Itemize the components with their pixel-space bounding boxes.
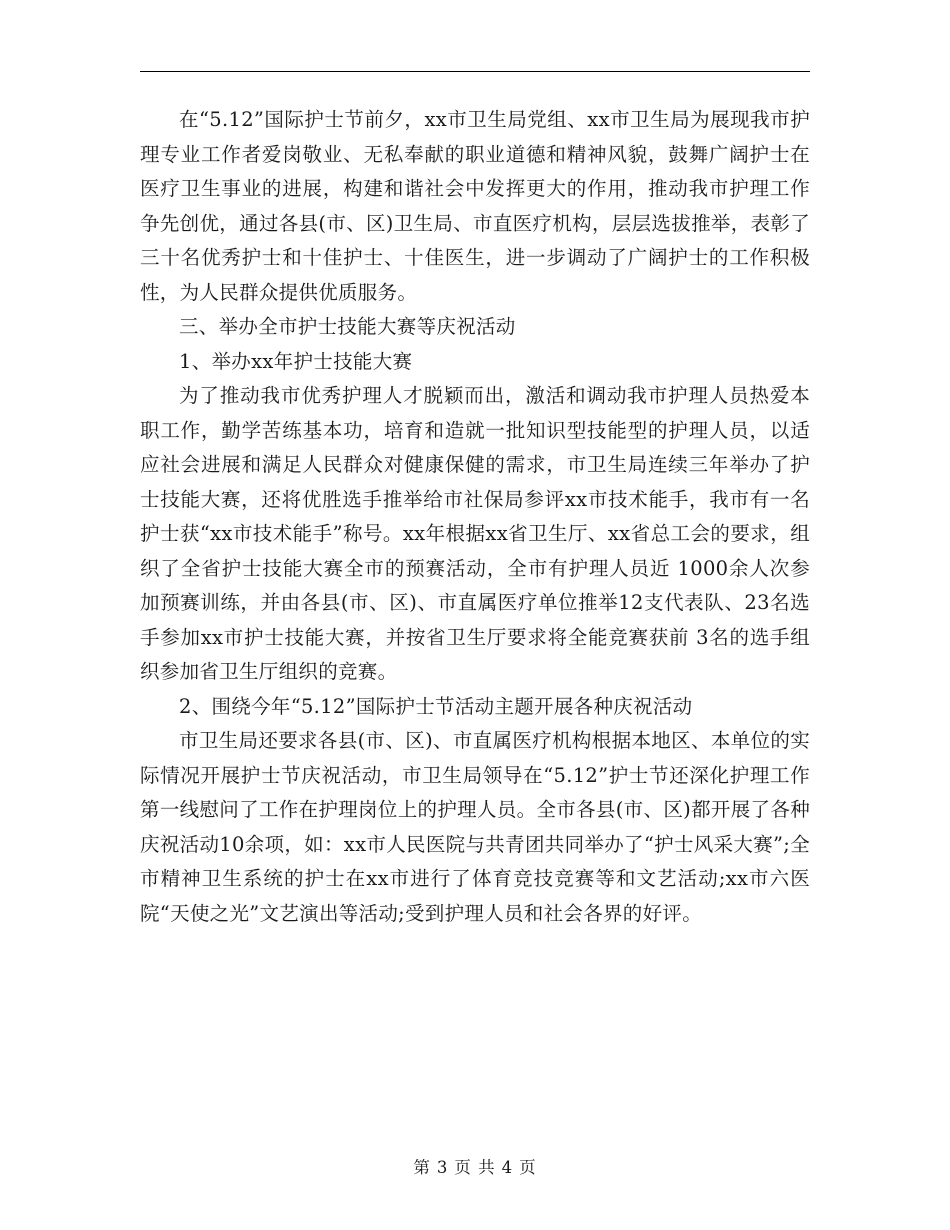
footer-mid: 页 共 <box>454 1158 496 1177</box>
subheading-1: 1、举办xx年护士技能大赛 <box>179 349 413 373</box>
page-total: 4 <box>501 1158 514 1177</box>
page-number: 3 <box>436 1158 449 1177</box>
page-footer <box>0 1154 950 1178</box>
section-heading-3: 三、举办全市护士技能大赛等庆祝活动 <box>179 315 516 338</box>
document-body <box>140 103 810 931</box>
footer-suffix: 页 <box>519 1158 537 1177</box>
subheading-2: 2、围绕今年“5.12”国际护士节活动主题开展各种庆祝活动 <box>179 694 693 718</box>
header-rule <box>140 71 810 72</box>
paragraph-skills-contest: 为了推动我市优秀护理人才脱颖而出，激活和调动我市护理人员热爱本职工作，勤学苦练基本功，培育和造就一批知识型技能型的护理人员，以适应社会进展和满足人民群众对健康保健的需求，市卫生局连续三年举办了护士技能大赛，还将优胜选手推举给市社保局参评xx市技术能手，我市有一名护士获“xx市技术能手”称号。xx年根据xx省卫生厅、xx省总工会的要求，组织了全省护士技能大赛全市的预赛活动，全市有护理人员近 1000余人次参加预赛训练，并由各县(市、区)、市直属医疗单位推举12支代表队、23名选手参加xx市护士技能大赛，并按省卫生厅要求将全能竞赛获前 3名的选手组织参加省卫生厅组织的竞赛。 <box>140 384 810 683</box>
paragraph-intro: 在“5.12”国际护士节前夕，xx市卫生局党组、xx市卫生局为展现我市护理专业工作者爱岗敬业、无私奉献的职业道德和精神风貌，鼓舞广阔护士在医疗卫生事业的进展，构建和谐社会中发挥更大的作用，推动我市护理工作争先创优，通过各县(市、区)卫生局、市直医疗机构，层层选拔推举，表彰了三十名优秀护士和十佳护士、十佳医生，进一步调动了广阔护士的工作积极性，为人民群众提供优质服务。 <box>140 108 810 304</box>
paragraph-celebrations: 市卫生局还要求各县(市、区)、市直属医疗机构根据本地区、本单位的实际情况开展护士节庆祝活动，市卫生局领导在“5.12”护士节还深化护理工作第一线慰问了工作在护理岗位上的护理人员。全市各县(市、区)都开展了各种庆祝活动10余项，如：xx市人民医院与共青团共同举办了“护士风采大赛”;全市精神卫生系统的护士在xx市进行了体育竞技竞赛等和文艺活动;xx市六医院“天使之光”文艺演出等活动;受到护理人员和社会各界的好评。 <box>140 729 810 925</box>
footer-prefix: 第 <box>413 1158 431 1177</box>
